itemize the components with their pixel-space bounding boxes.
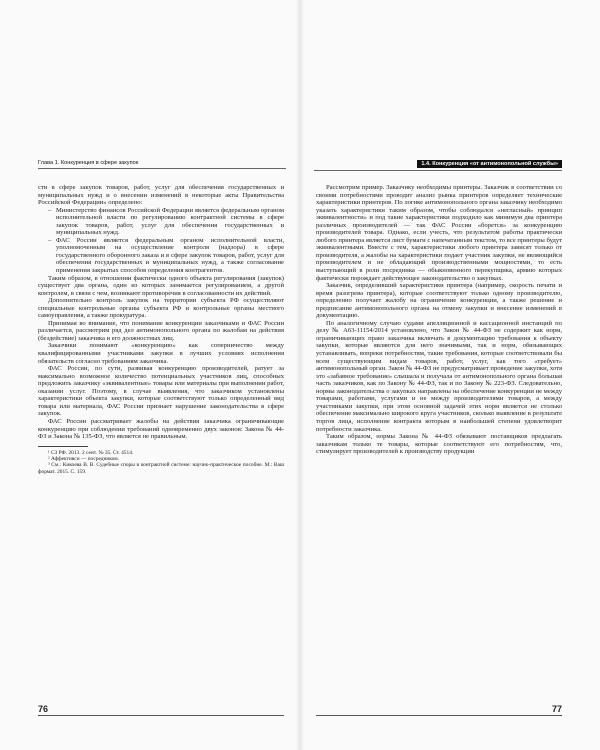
footnote: ³ См.: Кикоева В. В. Судебные споры в контрактной системе: научно-практическое пособие. М.: Ваш формат. 2015. С. 159.: [38, 462, 284, 475]
left-running-head: Глава 1. Конкуренция в сфере закупок: [38, 160, 286, 169]
left-page-body: [38, 184, 284, 475]
right-page: [302, 0, 600, 750]
paragraph: сти в сфере закупок товаров, работ, услуг для обеспечения государственных и муниципальных нужд и о внесении изменений в некоторые акты Правительства Российской Федерации» определено:: [38, 184, 284, 207]
paragraph: Таким образом, нормы Закона № 44-ФЗ обязывают поставщиков предлагать заказчикам только те товары, которые соответствуют его потребностям, что, стимулирует производителей к производству продукции: [316, 433, 562, 456]
paragraph: Принимая во внимание, что понимание конкуренции заказчиками и ФАС России различается, рассмотрим ряд дел антимонопольного органа по жалобам на действия (бездействие) заказчика и его должностных лиц.: [38, 319, 284, 342]
list-item: – ФАС России является федеральным органом исполнительной власти, уполномоченным на осуществление контроля (надзора) в сфере государственного оборонного заказа и в сфере закупок товаров, работ, услуг для обеспечения государственных и муниципальных нужд, а также согласование применения закрытых способов определения контрагентов.: [38, 237, 284, 275]
paragraph: ФАС России рассматривает жалобы на действия заказчика ограничивающие конкуренцию при соблюдении требований одновременно двух законов: Закона № 44-ФЗ и Закона № 135-ФЗ, что является не правильным.: [38, 417, 284, 441]
right-page-number: 77: [316, 704, 562, 716]
paragraph: Дополнительно контроль закупок на территории субъекта РФ осуществляют специальные контрольные органы субъекта РФ и контрольные органы местного самоуправления, а также прокуратура.: [38, 297, 284, 320]
left-page: [0, 0, 298, 750]
paragraph: Заказчик, определивший характеристики принтера (например, скорость печати и время разогрева принтера), которые соответствуют только одному производителю, определенно получает жалобу на ограничение конкуренции, а также решение и предписание антимонопольного органа на отмену закупки и внесение изменений в документацию.: [316, 282, 562, 320]
footnote: ² Аффективси — посредником.: [48, 456, 119, 462]
right-page-body: [316, 184, 562, 456]
paragraph: Заказчики понимают «конкуренцию» как соперничество между квалифицированными участниками закупки в лучших условиях исполнения обязательств согласно требованиям заказчика.: [38, 342, 284, 365]
paragraph: Таким образом, в отношении фактически одного объекта регулирования (закупок) существует два органа, один из которых занимается регулированием, а другой контролем, в связи с чем, возникают противоречия в согласованности их действий.: [38, 274, 284, 297]
footnote: ¹ СЗ РФ. 2013. 2 сент. № 35. Ст. 4514.: [48, 449, 134, 456]
paragraph: По аналогичному случаю судами апелляционной и кассационной инстанций по делу № А63-11154/2014 установлено, что Закон № 44-ФЗ не содержит как норм, ограничивающих право заказчика включать в документацию требования к объекту закупки, которые являются для него значимыми, так и норм, обязывающих устанавливать, вопреки потребностям, такие требования, которые соответствовали бы всем существующим видам товаров, работ, услуг, как того «требует» антимонопольный орган. Закон № 44-ФЗ не предусматривает проведение закупки, хотя это «забавное требование» слышала и получала от антимонопольного органа большая часть заказчиков, как по Закону № 44-ФЗ, так и по Закону № 223-ФЗ. Следовательно, нормы законодательства о закупках направлены на обеспечение конкуренции не между товарами, работами, услугами и не между производителями товаров, а между участниками закупки, при этом основной задачей этих норм является не столько обеспечение максимально широкого круга участников, сколько выявление в результате торгов лица, исполнение контракта которым в наибольшей степени удовлетворит потребности заказчика.: [316, 319, 562, 433]
list-item: – Министерство финансов Российской Федерации является федеральным органом исполнительной власти по регулированию контрактной системы в сфере закупок товаров, работ, услуг для обеспечения государственных и муниципальных нужд.: [38, 207, 284, 237]
footnote-rule: [38, 446, 88, 447]
running-head-label: 1.4. Конкуренция «от антимонопольной службы»: [417, 160, 562, 168]
left-page-number: 76: [38, 704, 284, 716]
paragraph: ФАС России, по сути, развивая конкуренцию производителей, ратует за максимально возможное количество потенциальных участников лиц, способных предложить заказчику «эквивалентные» товары или материалы при выполнении работ, оказании услуг. Поэтому, в случае выявления, что заказчиком установлены характеристики объекта закупки, которые соответствуют только определенный вид товара или материала, ФАС России признает нарушение законодательства в сфере закупок.: [38, 365, 284, 418]
right-running-head: [314, 160, 562, 171]
paragraph: Рассмотрим пример. Заказчику необходимы принтеры. Заказчик в соответствии со своими потребностями проводит анализ рынка принтеров определяет технические характеристики принтеров. По логике антимонопольного органа заказчику необходимо указать характеристики таким образом, чтобы соблюдался «негласный» принцип эквивалентности» и под такие характеристики подходило как минимум два принтера различных производителей — так ФАС России «борется» за конкуренцию производителей товара. Однако, если учесть, что результатом работы практически любого принтера является лист бумаги с напечатанным текстом, то все принтеры будут эквивалентными. Вместе с тем, характеристики любого принтера зависят только от производителя, а жалобы на характеристики подает участник закупки, не являющийся производителем и не обладающий производственными мощностями, то есть выступающий в роли посредника — обыкновенного перекупщика, армию которых фактически порождает действующее законодательство о закупках.: [316, 184, 563, 282]
